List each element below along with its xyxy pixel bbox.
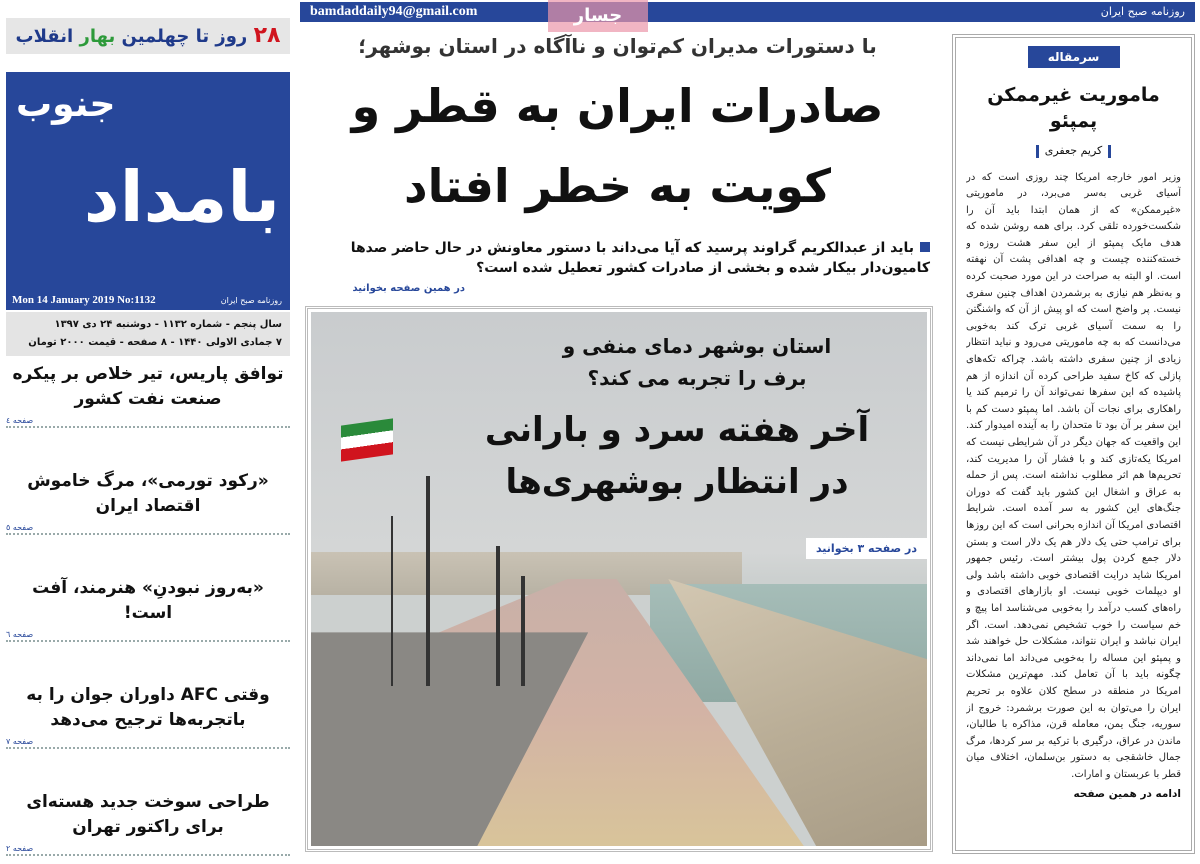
photo-title[interactable] [437, 404, 917, 508]
photo-subtitle-line1: استان بوشهر دمای منفی و [562, 334, 832, 358]
editorial-column [952, 34, 1195, 854]
lamp-pole [521, 576, 525, 686]
masthead [6, 72, 290, 310]
side-story-title: طراحی سوخت جدید هسته‌ای [26, 792, 270, 812]
watermark: جسار [548, 0, 648, 32]
flag-pole [391, 516, 393, 686]
side-story-block [6, 576, 290, 642]
email-link[interactable]: bamdaddaily94@gmail.com [310, 4, 478, 19]
side-story-block [6, 683, 290, 749]
iran-flag-icon [341, 418, 393, 461]
countdown-number: ۲۸ [253, 23, 281, 48]
side-story-page-ref[interactable] [6, 522, 290, 535]
side-story-block [6, 362, 290, 428]
side-story-page-ref[interactable] [6, 736, 290, 749]
side-story-page-ref[interactable] [6, 415, 290, 428]
editorial-label: سرمقاله [1028, 46, 1120, 68]
masthead-date: Mon 14 January 2019 No:1132 [12, 294, 156, 306]
editorial-author: کریم جعفری [966, 144, 1181, 158]
side-story-title: توافق پاریس، تیر خلاص بر پیکره [12, 364, 284, 384]
side-story[interactable] [6, 790, 290, 840]
lead-read-more[interactable]: در همین صفحه بخوانید [352, 283, 465, 294]
page-number: صفحه ٤ [6, 416, 37, 425]
masthead-tagline: روزنامه صبح ایران [220, 296, 282, 305]
lead-text [305, 238, 930, 278]
photo-subtitle-line2: برف را تجربه می کند؟ [587, 366, 807, 390]
lamp-pole [426, 476, 430, 686]
side-story-block [6, 790, 290, 856]
side-story[interactable] [6, 469, 290, 519]
side-story-title: «رکود تورمی»، مرگ خاموش [27, 471, 269, 491]
side-story-block [6, 469, 290, 535]
countdown-banner [6, 18, 290, 54]
main-photo [311, 312, 927, 846]
editorial-continue[interactable]: ادامه در همین صفحه [1073, 787, 1181, 800]
side-story-title: وقتی AFC داوران جوان را به [26, 685, 270, 705]
side-story-page-ref[interactable] [6, 629, 290, 642]
side-story-title: صنعت نفت کشور [74, 389, 222, 409]
page-number: صفحه ٦ [6, 630, 37, 639]
side-story-title: باتجربه‌ها ترجیح می‌دهد [50, 710, 246, 730]
headline-line2: کویت به خطر افتاد [404, 159, 831, 213]
page-number: صفحه ۲ [6, 844, 37, 853]
issue-line1: سال پنجم - شماره ۱۱۳۲ - دوشنبه ۲۴ دی ۱۳۹۷ [54, 319, 282, 330]
countdown-end: انقلاب [15, 26, 74, 47]
side-story[interactable] [6, 576, 290, 626]
lamp-pole [496, 546, 500, 686]
page-number: صفحه ٥ [6, 523, 37, 532]
main-photo-frame [305, 306, 933, 852]
photo-title-line1: آخر هفته سرد و بارانی [484, 410, 870, 450]
page-number: صفحه ۷ [6, 737, 37, 746]
main-headline[interactable] [305, 66, 930, 226]
photo-title-line2: در انتظار بوشهری‌ها [505, 462, 849, 502]
issue-info [6, 312, 290, 356]
top-bar [300, 2, 1195, 22]
side-story[interactable] [6, 362, 290, 412]
photo-read-more[interactable]: در صفحه ۳ بخوانید [806, 538, 927, 559]
lead-body: باید از عبدالکریم گراوند پرسید که آیا می‌داند با دستور معاونش در حال حاضر صدها کامیون‌دار بیکار شده و بخشی از صادرات کشور تعطیل شده است؟ [350, 240, 930, 276]
side-story-page-ref[interactable] [6, 843, 290, 856]
issue-line2: ۷ جمادی الاولی ۱۴۴۰ - ۸ صفحه - قیمت ۲۰۰۰ تومان [28, 337, 282, 348]
side-story-title: اقتصاد ایران [95, 496, 201, 516]
top-bar-tagline: روزنامه صبح ایران [1100, 5, 1185, 18]
side-story-title: «به‌روز نبودنِ» هنرمند، آفت است! [32, 578, 264, 623]
bullet-icon [920, 242, 930, 252]
editorial-body: وزیر امور خارجه امریکا چند روزی است که در آسیای غربی به‌سر می‌برد، در ماموریتی «غیرممکن» که از همان ابتدا باید آن را شکست‌خورده تلقی کرد. برای همه روشن شده که هدف مایک پمپئو از این سفر هشت روزه و خسته‌کننده چیست و چه اهدافی پشت آن نهفته است. او البته به صراحت در این مورد صحبت کرده و به‌نظر هم نیازی به برشمردن اهداف چنین سفری نیست. پر واضح است که او پیش از آن که واشنگتن را به سمت آسیای غربی ترک کند به‌خوبی می‌دانست که به چه ماموریتی می‌رود و نباید انتظار زیادی از چنین سفری داشته باشد. چراکه تکه‌های پازلی که کاخ سفید طراحی کرده آن اندازه از هم پاشیده که این سفرها نمی‌تواند آن را ترمیم کند یا راهکاری برای نجات آن باشد. اما پمپئو دست کم با این سفر بر آن بود تا متحدان را به آینده امیدوار کند. این واقعیت که جهان دیگر در آن شرایطی نیست که امریکا یکه‌تازی کند و با فشار آن را مدیریت کند، تحریم‌ها هم اثر مطلوب نداشته است. پس از حمله به عراق و اشغال این کشور باید گفت که دوران جنگ‌های این کشور به سر آمده است. شرایط اقتصادی امریکا آن اندازه بحرانی است که این روزها برای ترامپ حتی یک دلار هم یک دلار است و بستن دلار جمع کردن پول بیشتر است. رئیس جمهور امریکا شاید درایت اقتصادی خوبی داشته باشد ولی او دیپلمات خوبی نیست. او بازارهای اقتصادی و راه‌های کسب درآمد را به‌خوبی می‌شناسد اما پیچ و خم سیاست را خوب تشخیص نمی‌دهد. است. اگر ایران نباشد و ایران نتواند، مشکلات حل خواهند شد و پمپئو این مساله را به‌خوبی می‌داند اما نمی‌داند چگونه باید با آن تعامل کند. مهم‌ترین مشکلات امریکا در منطقه در سطح کلان علاوه بر تحریم ایران را می‌توان به این صورت برشمرد: خروج از سوریه، جنگ یمن، معامله قرن، مذاکره با طالبان، ماندن در عراق، درگیری با ترکیه بر سر کردها، مرگ جمال خاشقجی به دستور بن‌سلمان، اختلاف میان قطر با عربستان و امارات. [966, 171, 1181, 780]
side-story[interactable] [6, 683, 290, 733]
side-story-title: برای راکتور تهران [72, 817, 224, 837]
headline-line1: صادرات ایران به قطر و [351, 79, 884, 133]
logo-sub: جنوب [16, 84, 116, 125]
photo-subtitle [507, 330, 887, 394]
countdown-text: روز تا چهلمین [121, 26, 248, 47]
side-stories [6, 362, 290, 856]
logo: بامداد [83, 156, 280, 238]
countdown-green: بهار [79, 26, 116, 47]
kicker: با دستورات مدیران کم‌توان و ناآگاه در استان بوشهر؛ [358, 34, 877, 58]
editorial-title[interactable]: ماموریت غیرممکن پمپئو [987, 84, 1160, 132]
